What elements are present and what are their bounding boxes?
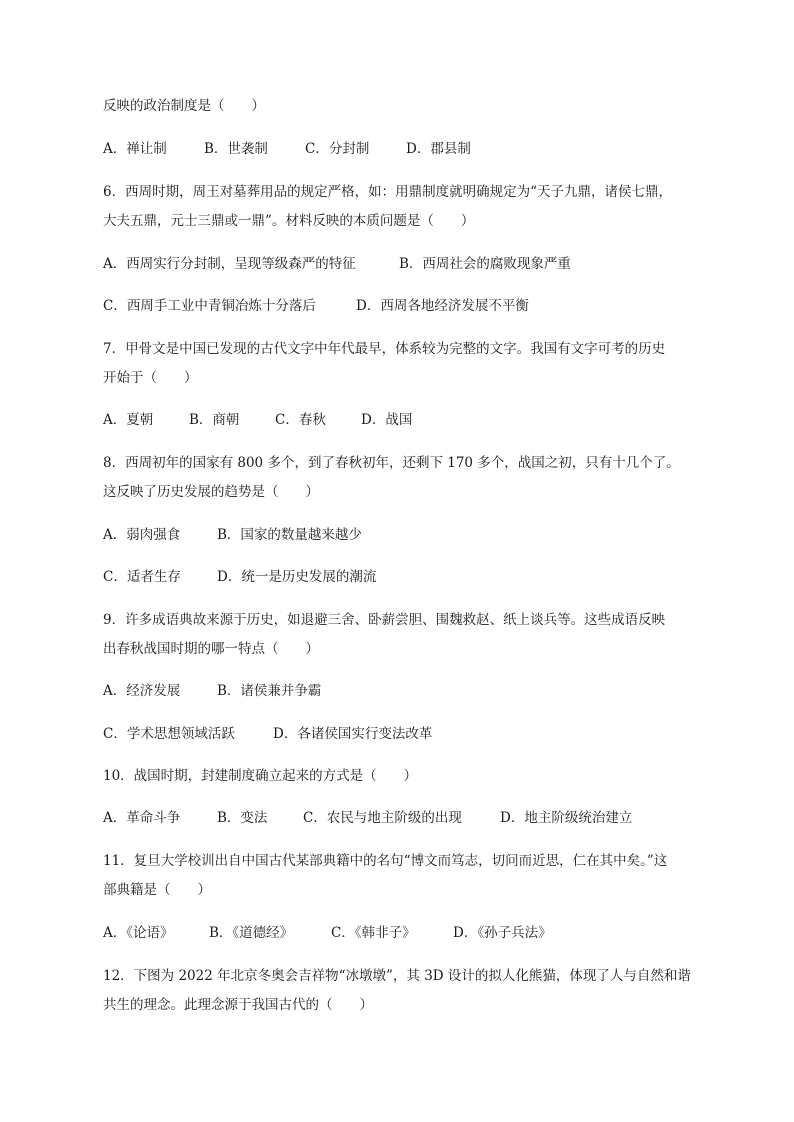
q9-options-row-2 xyxy=(103,725,432,743)
q7-option-d: D．战国 xyxy=(361,412,413,428)
q5-option-d: D．郡县制 xyxy=(406,141,471,157)
q7-stem-line-1: 7．甲骨文是中国已发现的古代文字中年代最早，体系较为完整的文字。我国有文字可考的历史 xyxy=(103,341,666,357)
q10-option-d: D．地主阶级统治建立 xyxy=(500,810,633,826)
q12-stem-line-2: 共生的理念。此理念源于我国古代的（ ） xyxy=(103,997,373,1013)
q11-option-b: B．《道德经》 xyxy=(209,925,294,941)
q10-option-a: A．革命斗争 xyxy=(103,810,181,826)
q11-stem-line-1: 11．复旦大学校训出自中国古代某部典籍中的名句“博文而笃志，切问而近思，仁在其中矣。”这 xyxy=(103,853,668,869)
q8-option-d: D．统一是历史发展的潮流 xyxy=(217,569,377,585)
q9-option-c: C．学术思想领域活跃 xyxy=(103,726,235,742)
q6-option-a: A．西周实行分封制，呈现等级森严的特征 xyxy=(103,256,356,272)
q10-option-c: C．农民与地主阶级的出现 xyxy=(303,810,462,826)
q7-options xyxy=(103,411,412,429)
q6-options-row-1 xyxy=(103,255,571,273)
q5-option-a: A．禅让制 xyxy=(103,141,167,157)
q8-option-b: B．国家的数量越来越少 xyxy=(217,527,362,543)
q6-stem-line-1: 6．西周时期，周王对墓葬用品的规定严格，如：用鼎制度就明确规定为“天子九鼎，诸侯七鼎， xyxy=(103,184,672,200)
q7-stem-line-2: 开始于（ ） xyxy=(103,370,198,386)
q9-option-b: B．诸侯兼并争霸 xyxy=(217,683,322,699)
q8-options-row-1 xyxy=(103,526,362,544)
q9-option-d: D．各诸侯国实行变法改革 xyxy=(273,726,433,742)
q6-option-b: B．西周社会的腐败现象严重 xyxy=(399,256,571,272)
q8-stem-line-2: 这反映了历史发展的趋势是（ ） xyxy=(103,484,319,500)
q6-option-d: D．西周各地经济发展不平衡 xyxy=(356,298,529,314)
q10-stem-line-1: 10．战国时期，封建制度确立起来的方式是（ ） xyxy=(103,768,418,784)
q11-option-c: C．《韩非子》 xyxy=(331,925,416,941)
q7-option-b: B．商朝 xyxy=(189,412,240,428)
q8-stem-line-1: 8．西周初年的国家有 800 多个，到了春秋初年，还剩下 170 多个，战国之初，只有十几个了。 xyxy=(103,455,680,471)
q9-stem-line-1: 9．许多成语典故来源于历史，如退避三舍、卧薪尝胆、围魏救赵、纸上谈兵等。这些成语反映 xyxy=(103,612,666,628)
q8-options-row-2 xyxy=(103,568,376,586)
q11-option-a: A．《论语》 xyxy=(103,925,174,941)
q11-option-d: D．《孙子兵法》 xyxy=(453,925,552,941)
q5-stem-tail: 反映的政治制度是（ ） xyxy=(103,98,265,114)
q9-options-row-1 xyxy=(103,682,321,700)
q10-option-b: B．变法 xyxy=(217,810,268,826)
q9-stem-line-2: 出春秋战国时期的哪一特点（ ） xyxy=(103,641,319,657)
q9-option-a: A．经济发展 xyxy=(103,683,181,699)
q5-option-b: B．世袭制 xyxy=(204,141,268,157)
q6-option-c: C．西周手工业中青铜冶炼十分落后 xyxy=(103,298,316,314)
q5-option-c: C．分封制 xyxy=(305,141,370,157)
q7-option-c: C．春秋 xyxy=(275,412,326,428)
q8-option-c: C．适者生存 xyxy=(103,569,181,585)
q7-option-a: A．夏朝 xyxy=(103,412,154,428)
q11-stem-line-2: 部典籍是（ ） xyxy=(103,882,211,898)
q6-options-row-2 xyxy=(103,297,529,315)
q12-stem-line-1: 12．下图为 2022 年北京冬奥会吉祥物“冰墩墩”，其 3D 设计的拟人化熊猫，体现了人与自然和谐 xyxy=(103,968,691,984)
q5-options xyxy=(103,140,471,158)
q11-options xyxy=(103,924,552,942)
q6-stem-line-2: 大夫五鼎，元士三鼎或一鼎”。材料反映的本质问题是（ ） xyxy=(103,213,475,229)
q8-option-a: A．弱肉强食 xyxy=(103,527,181,543)
q10-options xyxy=(103,809,632,827)
